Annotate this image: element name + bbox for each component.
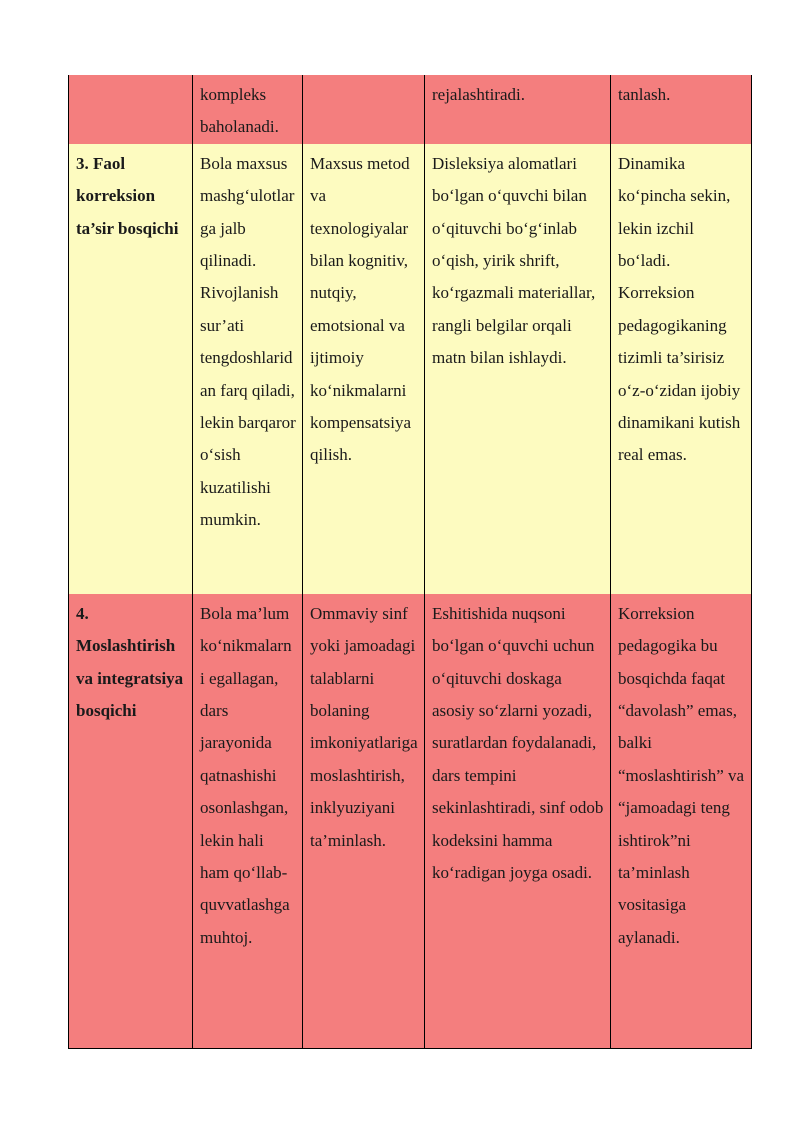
child-state-cell: kompleks baholanadi. <box>193 75 303 144</box>
note-cell: Korreksion pedagogika bu bosqichda faqat “davolash” emas, balki “moslashtirish” va “jamoadagi teng ishtirok”ni ta’minlash vositasiga aylanadi. <box>611 594 752 1049</box>
stage-cell <box>69 75 193 144</box>
example-cell: Eshitishida nuqsoni bo‘lgan o‘quvchi uchun o‘qituvchi doskaga asosiy so‘zlarni yozadi, suratlardan foydalanadi, dars tempini sekinlashtiradi, sinf odob kodeksini hamma ko‘radigan joyga osadi. <box>425 594 611 1049</box>
table-row <box>69 144 752 594</box>
stage-cell: 3. Faol korreksion ta’sir bosqichi <box>69 144 193 594</box>
note-cell: Dinamika ko‘pincha sekin, lekin izchil bo‘ladi. Korreksion pedagogikaning tizimli ta’sirisiz o‘z-o‘zidan ijobiy dinamikani kutish real emas. <box>611 144 752 594</box>
table-row <box>69 594 752 1049</box>
goal-cell: Ommaviy sinf yoki jamoadagi talablarni bolaning imkoniyatlariga moslashtirish, inklyuziyani ta’minlash. <box>303 594 425 1049</box>
child-state-cell: Bola maxsus mashg‘ulotlarga jalb qilinadi. Rivojlanish sur’ati tengdoshlaridan farq qiladi, lekin barqaror o‘sish kuzatilishi mumkin. <box>193 144 303 594</box>
note-cell: tanlash. <box>611 75 752 144</box>
table-row <box>69 75 752 144</box>
goal-cell <box>303 75 425 144</box>
child-state-cell: Bola ma’lum ko‘nikmalarni egallagan, dars jarayonida qatnashishi osonlashgan, lekin hali ham qo‘llab-quvvatlashga muhtoj. <box>193 594 303 1049</box>
stages-table <box>68 75 752 1049</box>
example-cell: rejalashtiradi. <box>425 75 611 144</box>
goal-cell: Maxsus metod va texnologiyalar bilan kognitiv, nutqiy, emotsional va ijtimoiy ko‘nikmalarni kompensatsiya qilish. <box>303 144 425 594</box>
stage-cell: 4. Moslashtirish va integratsiya bosqichi <box>69 594 193 1049</box>
example-cell: Disleksiya alomatlari bo‘lgan o‘quvchi bilan o‘qituvchi bo‘g‘inlab o‘qish, yirik shrift, ko‘rgazmali materiallar, rangli belgilar orqali matn bilan ishlaydi. <box>425 144 611 594</box>
